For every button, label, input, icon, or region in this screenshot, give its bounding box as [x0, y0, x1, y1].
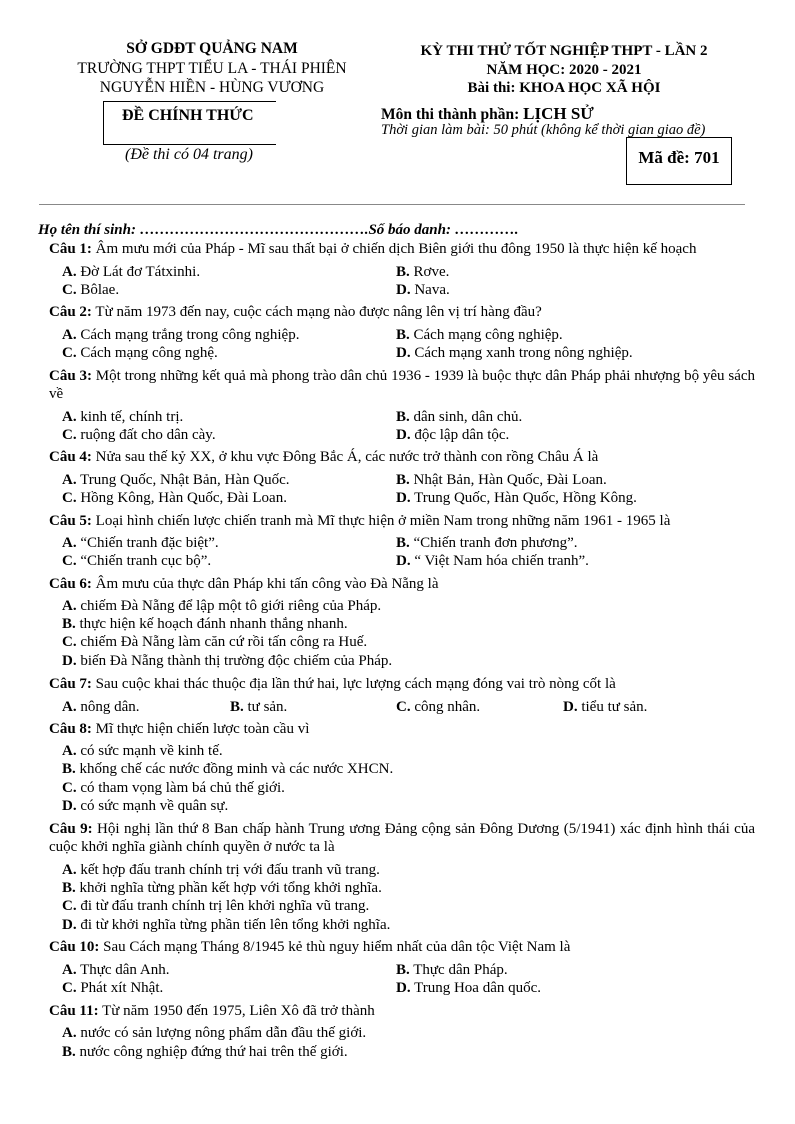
exam-title: KỲ THI THỬ TỐT NGHIỆP THPT - LẦN 2 [420, 43, 708, 59]
question-text: Nửa sau thế kỷ XX, ở khu vực Đông Bắc Á, các nước trở thành con rồng Châu Á là [95, 449, 599, 465]
question-8 [49, 720, 755, 738]
question-text: Mĩ thực hiện chiến lược toàn cầu vì [95, 721, 310, 737]
question-7 [49, 675, 755, 693]
school-name-line1: TRƯỜNG THPT TIỂU LA - THÁI PHIÊN [77, 59, 347, 77]
option-a: A. Thực dân Anh. [62, 962, 170, 978]
department-name: SỞ GDĐT QUẢNG NAM [126, 40, 298, 57]
question-label: Câu 1: [49, 241, 92, 257]
option-d: D. Trung Hoa dân quốc. [396, 980, 542, 996]
question-3 [49, 367, 755, 403]
option-b: B. nước công nghiệp đứng thứ hai trên thế giới. [62, 1044, 348, 1060]
official-box [103, 101, 276, 145]
option-b: B. khởi nghĩa từng phần kết hợp với tổng khởi nghĩa. [62, 880, 382, 896]
option-d: D. “ Việt Nam hóa chiến tranh”. [396, 553, 589, 569]
option-d: D. Nava. [396, 282, 450, 298]
option-a: A. nông dân. [62, 699, 140, 715]
option-b: B. Cách mạng công nghiệp. [396, 327, 563, 343]
option-c: C. Cách mạng công nghệ. [62, 345, 218, 361]
question-text: Sau Cách mạng Tháng 8/1945 kẻ thù nguy hiểm nhất của dân tộc Việt Nam là [103, 939, 571, 955]
question-text: Âm mưu của thực dân Pháp khi tấn công vào Đà Nẵng là [95, 576, 439, 592]
question-text: Một trong những kết quả mà phong trào dân chủ 1936 - 1939 là buộc thực dân Pháp phải nhượng bộ yêu sách về [49, 368, 756, 402]
question-10 [49, 938, 755, 956]
option-d: D. đi từ khởi nghĩa từng phần tiến lên tổng khởi nghĩa. [62, 917, 391, 933]
option-c: C. Phát xít Nhật. [62, 980, 164, 996]
option-d: D. tiểu tư sản. [563, 699, 648, 715]
question-1 [49, 240, 755, 258]
question-text: Từ năm 1973 đến nay, cuộc cách mạng nào được nâng lên vị trí hàng đầu? [95, 304, 542, 320]
option-a: A. chiếm Đà Nẵng để lập một tô giới riêng của Pháp. [62, 598, 382, 614]
header-right [384, 42, 744, 98]
header-divider [39, 204, 745, 205]
subject-line [381, 104, 594, 124]
option-a: A. kết hợp đấu tranh chính trị với đấu tranh vũ trang. [62, 862, 380, 878]
question-label: Câu 3: [49, 368, 92, 384]
option-a: A. có sức mạnh về kinh tế. [62, 743, 223, 759]
option-b: B. tư sản. [230, 699, 288, 715]
question-text: Sau cuộc khai thác thuộc địa lần thứ hai, lực lượng cách mạng đóng vai trò nòng cốt là [95, 676, 616, 692]
question-label: Câu 11: [49, 1003, 99, 1019]
question-4 [49, 448, 755, 466]
question-text: Từ năm 1950 đến 1975, Liên Xô đã trở thành [102, 1003, 375, 1019]
question-5 [49, 512, 755, 530]
option-b: B. Nhật Bản, Hàn Quốc, Đài Loan. [396, 472, 607, 488]
option-b: B. dân sinh, dân chủ. [396, 409, 523, 425]
pages-note: (Đề thi có 04 trang) [125, 146, 253, 163]
official-label: ĐỀ CHÍNH THỨC [122, 107, 254, 124]
option-b: B. Thực dân Pháp. [396, 962, 508, 978]
question-label: Câu 5: [49, 513, 92, 529]
header-left [40, 39, 384, 98]
option-c: C. Hồng Kông, Hàn Quốc, Đài Loan. [62, 490, 287, 506]
exam-part: Bài thi: KHOA HỌC XÃ HỘI [467, 80, 661, 96]
question-text: Loại hình chiến lược chiến tranh mà Mĩ thực hiện ở miền Nam trong những năm 1961 - 1965 là [95, 513, 671, 529]
option-b: B. khống chế các nước đồng minh và các nước XHCN. [62, 761, 394, 777]
school-year: NĂM HỌC: 2020 - 2021 [486, 61, 642, 78]
option-c: C. công nhân. [396, 699, 481, 715]
question-6 [49, 575, 755, 593]
option-c: C. “Chiến tranh cục bộ”. [62, 553, 212, 569]
option-a: A. nước có sản lượng nông phẩm dẫn đầu thế giới. [62, 1025, 367, 1041]
question-label: Câu 9: [49, 821, 93, 837]
exam-code: Mã đề: 701 [638, 148, 720, 167]
question-label: Câu 10: [49, 939, 100, 955]
option-a: A. Đờ Lát đơ Tátxinhi. [62, 264, 201, 280]
option-b: B. Rơve. [396, 264, 450, 280]
time-note: Thời gian làm bài: 50 phút (không kể thời gian giao đề) [381, 122, 706, 138]
option-b: B. “Chiến tranh đơn phương”. [396, 535, 578, 551]
option-c: C. Bôlae. [62, 282, 120, 298]
question-label: Câu 2: [49, 304, 92, 320]
option-c: C. chiếm Đà Nẵng làm căn cứ rồi tấn công ra Huế. [62, 634, 368, 650]
option-a: A. kinh tế, chính trị. [62, 409, 184, 425]
option-b: B. thực hiện kế hoạch đánh nhanh thắng nhanh. [62, 616, 348, 632]
question-11 [49, 1002, 755, 1020]
option-c: C. có tham vọng làm bá chủ thế giới. [62, 780, 285, 796]
option-d: D. Trung Quốc, Hàn Quốc, Hồng Kông. [396, 490, 637, 506]
exam-code-box [626, 137, 732, 185]
subject-label: Môn thi thành phần: [381, 106, 520, 123]
question-9 [49, 820, 755, 856]
school-name-line2: NGUYỄN HIỀN - HÙNG VƯƠNG [99, 79, 325, 96]
question-label: Câu 4: [49, 449, 92, 465]
option-a: A. Trung Quốc, Nhật Bản, Hàn Quốc. [62, 472, 290, 488]
option-d: D. độc lập dân tộc. [396, 427, 510, 443]
question-text: Hội nghị lần thứ 8 Ban chấp hành Trung ương Đảng cộng sản Đông Dương (5/1941) xác định hình thái của cuộc khởi nghĩa giành chính quyền ở nước ta là [49, 821, 756, 855]
option-c: C. đi từ đấu tranh chính trị lên khởi nghĩa vũ trang. [62, 898, 370, 914]
option-a: A. Cách mạng trắng trong công nghiệp. [62, 327, 300, 343]
candidate-line: Họ tên thí sinh: ……………………………………….Số báo danh: …………. [38, 222, 519, 238]
option-d: D. Cách mạng xanh trong nông nghiệp. [396, 345, 633, 361]
question-label: Câu 7: [49, 676, 92, 692]
option-a: A. “Chiến tranh đặc biệt”. [62, 535, 219, 551]
option-d: D. biến Đà Nẵng thành thị trường độc chiếm của Pháp. [62, 653, 393, 669]
question-2 [49, 303, 755, 321]
question-text: Âm mưu mới của Pháp - Mĩ sau thất bại ở chiến dịch Biên giới thu đông 1950 là thực hiện kế hoạch [95, 241, 697, 257]
question-label: Câu 8: [49, 721, 92, 737]
subject-value: LỊCH SỬ [523, 104, 594, 123]
option-d: D. có sức mạnh về quân sự. [62, 798, 229, 814]
question-label: Câu 6: [49, 576, 92, 592]
option-c: C. ruộng đất cho dân cày. [62, 427, 216, 443]
